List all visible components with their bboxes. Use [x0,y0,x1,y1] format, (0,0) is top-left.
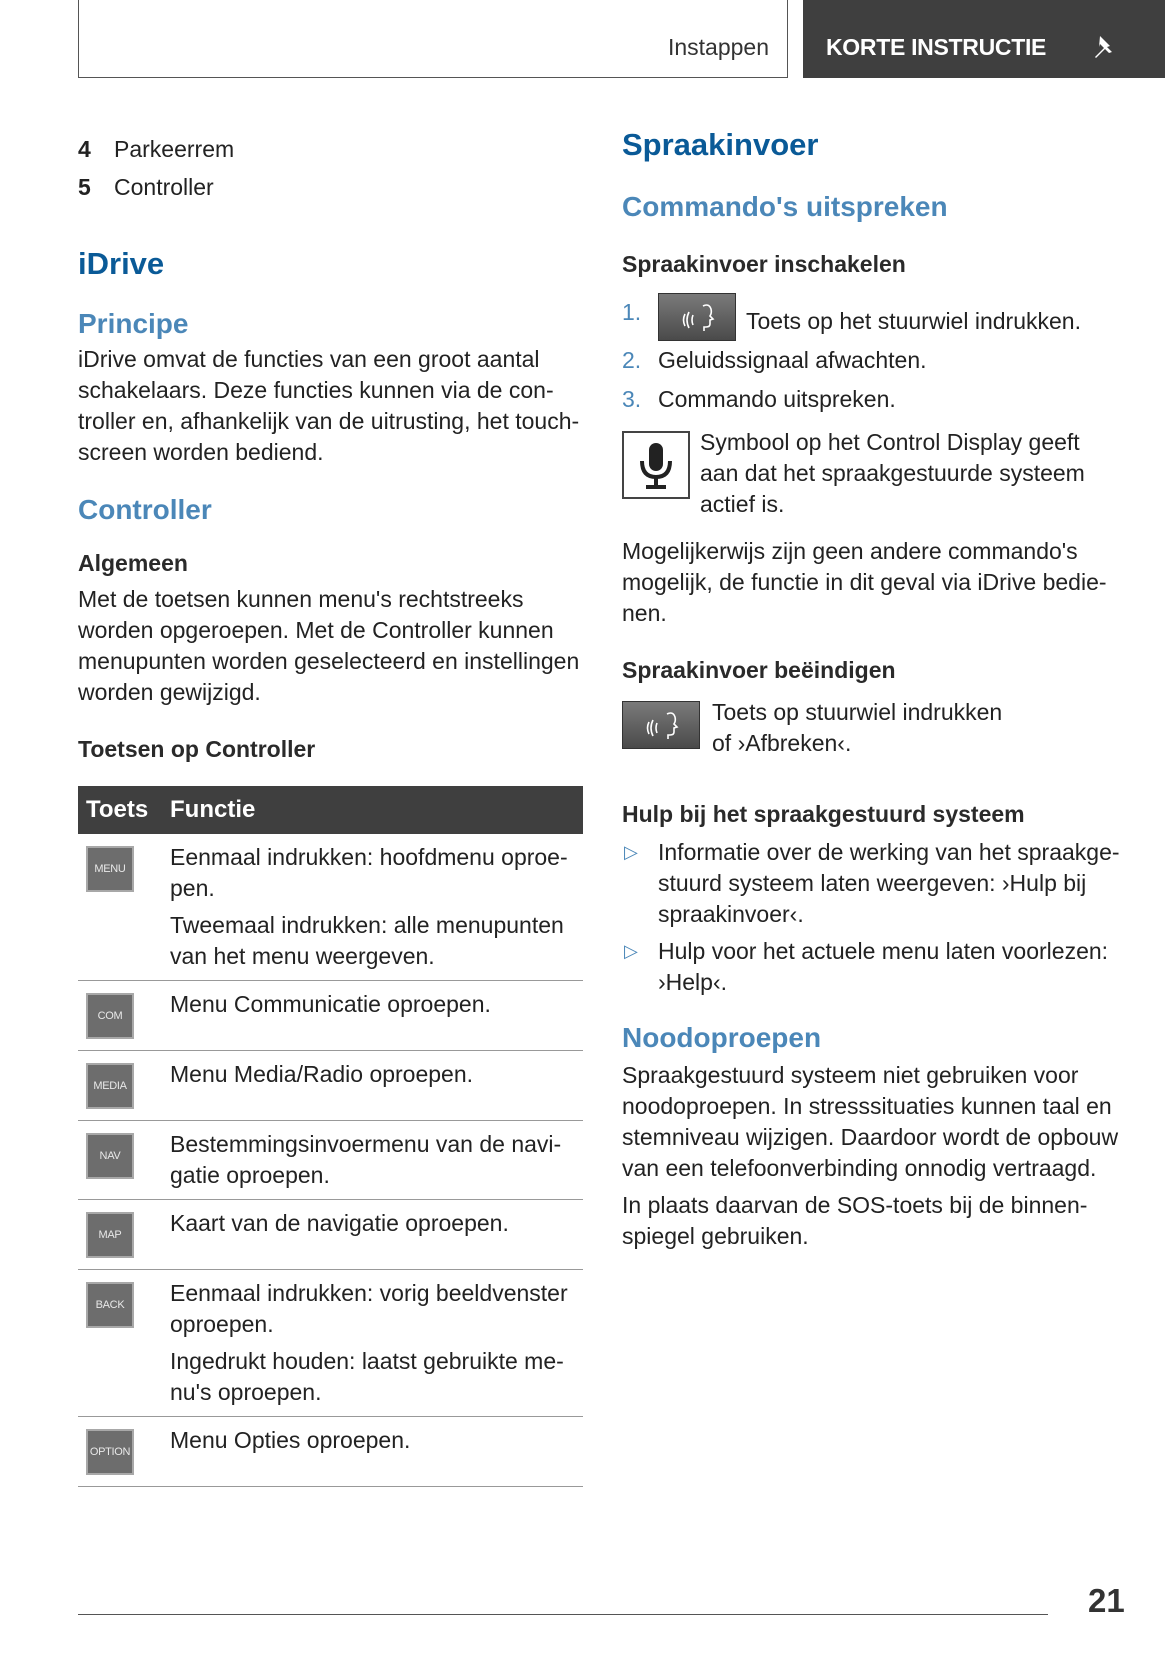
noodoproepen-heading: Noodoproepen [622,1022,822,1053]
table-cell-text: Menu Media/Radio oproepen. [170,1061,474,1087]
table-cell-text: Menu Opties oproepen. [170,1427,411,1453]
step-item [622,341,1122,380]
algemeen-text: Met de toetsen kunnen menu's rechtstreeks worden opgeroepen. Met de Controller kunnen menupunten worden geselecteerd en instellingen worden gewijzigd. [78,586,580,705]
right-column [622,125,1122,1252]
activation-steps [622,293,1122,419]
step-text: Geluidssignaal afwachten. [658,347,927,373]
step-text: Toets op het stuurwiel indrukken. [746,308,1081,334]
com-key-icon: COM [86,993,134,1039]
back-key-icon: BACK [86,1282,134,1328]
table-cell-text: Ingedrukt houden: laatst gebruikte menu's oproepen. [170,1348,564,1405]
page-number: 21 [1088,1582,1125,1619]
map-key-icon: MAP [86,1212,134,1258]
nood-text-2: In plaats daarvan de SOS-toets bij de binnenspiegel gebruiken. [622,1192,1088,1249]
controller-heading: Controller [78,494,212,525]
table-cell-text: Menu Communicatie oproepen. [170,991,491,1017]
beeindigen-heading: Spraakinvoer beëindigen [622,657,896,683]
step-number: 1. [622,299,642,325]
table-row [78,1417,583,1487]
symbol-note [622,427,1122,520]
step-item [622,293,1122,341]
table-header-function: Functie [162,786,583,834]
inschakelen-heading: Spraakinvoer inschakelen [622,251,906,277]
table-cell-text: Tweemaal indrukken: alle menupunten van het menu weergeven. [170,912,564,969]
header-chapter-tab [803,0,1165,78]
table-cell-text: Eenmaal indrukken: hoofdmenu oproepen. [170,844,568,901]
table-row [78,1051,583,1121]
list-item [622,837,1122,930]
commando-heading: Commando's uitspreken [622,191,948,222]
step-text: Commando uitspreken. [658,386,896,412]
list-item-number: 5 [78,174,91,200]
list-item-text: Informatie over de werking van het spraakgestuurd systeem laten weergeven: ›Hulp bij spraakinvoer‹. [658,839,1120,927]
toetsen-heading: Toetsen op Controller [78,736,316,762]
table-cell-text: Kaart van de navigatie oproepen. [170,1210,509,1236]
beeindigen-text: Toets op stuurwiel indrukken of ›Afbreken‹. [712,699,1003,756]
option-key-icon: OPTION [86,1429,134,1475]
algemeen-heading: Algemeen [78,550,188,576]
left-column [78,130,583,1487]
list-item [78,130,583,168]
menu-key-icon: MENU [86,846,134,892]
hulp-list [622,837,1122,998]
table-cell-text: Bestemmingsinvoermenu van de navigatie oproepen. [170,1131,562,1188]
principe-text: iDrive omvat de functies van een groot aantal schakelaars. Deze functies kunnen via de controller en, afhankelijk van de uitrusting, het touchscreen worden bediend. [78,346,580,465]
list-item [622,936,1122,998]
hulp-heading: Hulp bij het spraakgestuurd systeem [622,801,1025,827]
table-row [78,1200,583,1270]
list-item-label: Controller [114,174,214,200]
table-row [78,981,583,1051]
spraakinvoer-heading: Spraakinvoer [622,127,819,162]
header-chapter-label: KORTE INSTRUCTIE [826,34,1047,60]
media-key-icon: MEDIA [86,1063,134,1109]
table-row [78,834,583,981]
list-item-label: Parkeerrem [114,136,235,162]
mogelijk-text: Mogelijkerwijs zijn geen andere commando's mogelijk, de functie in dit geval via iDrive bedienen. [622,538,1107,626]
triangle-bullet-icon: ▷ [624,941,638,961]
nood-text-1: Spraakgestuurd systeem niet gebruiken voor noodoproepen. In stresssituaties kunnen taal en stemniveau wijzigen. Daardoor wordt de opbouw van een telefoonverbinding onnodig vertraagd. [622,1062,1119,1181]
step-number: 3. [622,386,642,412]
controller-keys-table [78,786,583,1487]
header-box [78,0,788,78]
symbol-text: Symbool op het Control Display geeft aan dat het spraakgestuurde systeem actief is. [700,429,1085,517]
list-item-text: Hulp voor het actuele menu laten voorlezen: ›Help‹. [658,938,1109,995]
triangle-bullet-icon: ▷ [624,842,638,862]
table-header-key: Toets [78,786,162,834]
footer-rule [78,1614,1048,1615]
voice-button-icon [658,293,736,341]
end-voice-note [622,697,1122,759]
table-row [78,1270,583,1417]
voice-button-icon [622,701,700,749]
nav-key-icon: NAV [86,1133,134,1179]
table-header-row [78,786,583,834]
pin-icon [1088,32,1120,64]
list-item [78,168,583,206]
overview-list [78,130,583,206]
header-section-label: Instappen [667,34,769,60]
list-item-number: 4 [78,136,91,162]
principe-heading: Principe [78,308,189,339]
step-number: 2. [622,347,642,373]
table-row [78,1121,583,1200]
table-cell-text: Eenmaal indrukken: vorig beeldvenster oproepen. [170,1280,568,1337]
idrive-heading: iDrive [78,246,165,281]
step-item [622,380,1122,419]
microphone-icon [622,431,690,499]
